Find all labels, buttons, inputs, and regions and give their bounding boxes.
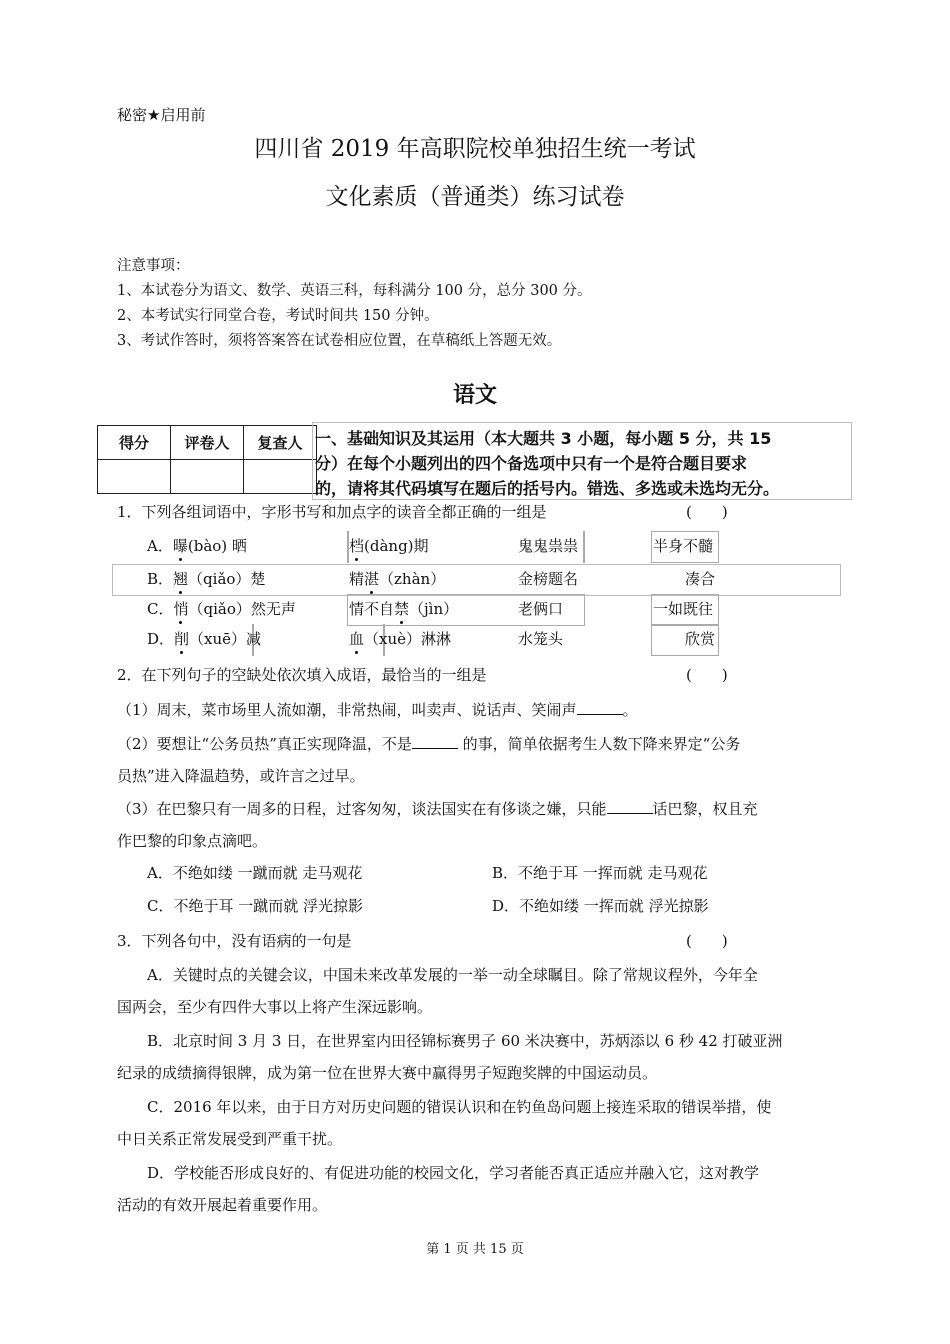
- column-divider: [583, 531, 585, 563]
- option-d-word-4: 欣赏: [685, 630, 716, 648]
- option-c[interactable]: C．不绝于耳 一蹴而就 浮光掠影: [147, 897, 364, 915]
- option-d[interactable]: [147, 628, 261, 649]
- option-text: （qiǎo）然无声: [188, 600, 296, 618]
- option-b[interactable]: B．北京时间 3 月 3 日，在世界室内田径锦标赛男子 60 米决赛中，苏炳添以 6 秒 42 打破亚洲: [147, 1032, 783, 1050]
- grader-header: 评卷人: [171, 426, 244, 460]
- sentence-text: 话巴黎，权且充: [652, 800, 758, 818]
- option-text: （zhàn）: [379, 570, 446, 588]
- dotted-char: 禁: [394, 600, 410, 618]
- sentence-2-cont: 员热”进入降温趋势，或许言之过早。: [117, 767, 365, 785]
- option-d-word-2: [349, 628, 451, 649]
- notice-item: 2、本考试实行同堂合卷，考试时间共 150 分钟。: [117, 308, 439, 324]
- dotted-char: 湛: [364, 570, 380, 588]
- section-heading-line: 一、基础知识及其运用（本大题共 3 小题，每小题 5 分，共 15: [315, 429, 772, 448]
- option-text: （xuè）淋淋: [364, 630, 452, 648]
- sentence-text: （3）在巴黎只有一周多的日程，过客匆匆，谈法国实在有侈谈之嫌，只能: [117, 800, 607, 818]
- dotted-char: 削: [174, 630, 190, 648]
- option-b-word-2: [349, 568, 445, 589]
- confidential-mark: 秘密★启用前: [117, 106, 206, 124]
- reviewer-cell[interactable]: [244, 460, 317, 494]
- answer-bracket[interactable]: ( ): [686, 666, 728, 684]
- dotted-char: 曝: [172, 537, 188, 555]
- option-label: B．: [147, 570, 174, 588]
- notice-item: 3、考试作答时，须将答案答在试卷相应位置，在草稿纸上答题无效。: [117, 333, 562, 349]
- fill-blank[interactable]: [577, 702, 623, 715]
- exam-title: 四川省 2019 年高职院校单独招生统一考试: [254, 136, 696, 162]
- option-a-word-4: 半身不髓: [653, 537, 714, 555]
- option-a[interactable]: A．不绝如缕 一蹴而就 走马观花: [147, 864, 363, 882]
- option-d[interactable]: D．学校能否形成良好的、有促进功能的校园文化，学习者能否真正适应并融入它，这对教学: [147, 1164, 760, 1182]
- sentence-text: （2）要想让“公务员热”真正实现降温，不是: [117, 735, 412, 753]
- option-a-word-3: 鬼鬼祟祟: [518, 537, 579, 555]
- question-1-stem: 1．下列各组词语中，字形书写和加点字的读音全都正确的一组是: [117, 503, 547, 521]
- sentence-3-cont: 作巴黎的印象点滴吧。: [117, 832, 268, 850]
- sentence-1: [117, 699, 638, 720]
- option-c-word-3: 老俩口: [518, 600, 564, 618]
- fill-blank[interactable]: [607, 801, 653, 814]
- page-number: 第 1 页 共 15 页: [426, 1242, 524, 1257]
- option-label: A．: [147, 537, 173, 555]
- answer-bracket[interactable]: ( ): [686, 932, 728, 950]
- option-a[interactable]: A．关键时点的关键会议，中国未来改革发展的一举一动全球瞩目。除了常规议程外，今年全: [147, 966, 758, 984]
- notice-item: 1、本试卷分为语文、数学、英语三科，每科满分 100 分，总分 300 分。: [117, 283, 592, 299]
- option-b[interactable]: [147, 568, 265, 589]
- answer-bracket[interactable]: ( ): [686, 503, 728, 521]
- dotted-char: 悄: [173, 600, 189, 618]
- section-heading-line: 分）在每个小题列出的四个备选项中只有一个是符合题目要求: [315, 454, 748, 473]
- question-3-stem: 3．下列各句中，没有语病的一句是: [117, 932, 352, 950]
- option-c[interactable]: [147, 598, 296, 619]
- option-text: 精: [349, 570, 365, 588]
- sentence-text: 的事，简单依据考生人数下降来界定“公务: [462, 735, 741, 753]
- option-b-word-4: 凑合: [685, 570, 716, 588]
- option-b-cont: 纪录的成绩摘得银牌，成为第一位在世界大赛中赢得男子短跑奖牌的中国运动员。: [117, 1064, 658, 1082]
- fill-blank[interactable]: [412, 736, 458, 749]
- option-text: （xuē）减: [189, 630, 262, 648]
- option-label: D．: [147, 630, 175, 648]
- option-c-cont: 中日关系正常发展受到严重干扰。: [117, 1130, 343, 1148]
- option-c-word-4: 一如既往: [653, 600, 714, 618]
- option-text: （qiǎo）楚: [188, 570, 266, 588]
- option-d[interactable]: D．不绝如缕 一挥而就 浮光掠影: [492, 897, 709, 915]
- score-header: 得分: [98, 426, 171, 460]
- option-c-word-2: [349, 598, 458, 619]
- sentence-3: [117, 798, 758, 819]
- option-d-word-3: 水笼头: [518, 630, 564, 648]
- option-text: 情不自: [349, 600, 395, 618]
- option-c[interactable]: C．2016 年以来，由于日方对历史问题的错误认识和在钓鱼岛问题上接连采取的错误举措，使: [147, 1098, 772, 1116]
- grader-cell[interactable]: [171, 460, 244, 494]
- subject-heading: 语文: [452, 383, 497, 408]
- section-heading-line: 的，请将其代码填写在题后的括号内。错选、多选或未选均无分。: [315, 479, 780, 498]
- dotted-char: 血: [349, 630, 365, 648]
- option-text: (bào) 晒: [187, 537, 247, 555]
- score-cell[interactable]: [98, 460, 171, 494]
- dotted-char: 档: [349, 537, 365, 555]
- option-a-cont: 国两会，至少有四件大事以上将产生深远影响。: [117, 998, 433, 1016]
- sentence-2: [117, 733, 740, 754]
- score-table: [97, 425, 317, 494]
- dotted-char: 翘: [173, 570, 189, 588]
- option-b[interactable]: B．不绝于耳 一挥而就 走马观花: [492, 864, 708, 882]
- option-a[interactable]: [147, 535, 247, 556]
- option-text: （jìn）: [409, 600, 459, 618]
- exam-subtitle: 文化素质（普通类）练习试卷: [325, 184, 625, 210]
- sentence-text: （1）周末，菜市场里人流如潮，非常热闹，叫卖声、说话声、笑闹声: [117, 701, 577, 719]
- option-a-word-2: [349, 535, 429, 556]
- option-text: (dàng)期: [364, 537, 429, 555]
- option-label: C．: [147, 600, 174, 618]
- sentence-text: 。: [622, 701, 638, 719]
- option-b-word-3: 金榜题名: [518, 570, 579, 588]
- question-2-stem: 2．在下列句子的空缺处依次填入成语，最恰当的一组是: [117, 666, 487, 684]
- option-d-cont: 活动的有效开展起着重要作用。: [117, 1196, 328, 1214]
- notice-heading: 注意事项：: [117, 258, 190, 274]
- reviewer-header: 复查人: [244, 426, 317, 460]
